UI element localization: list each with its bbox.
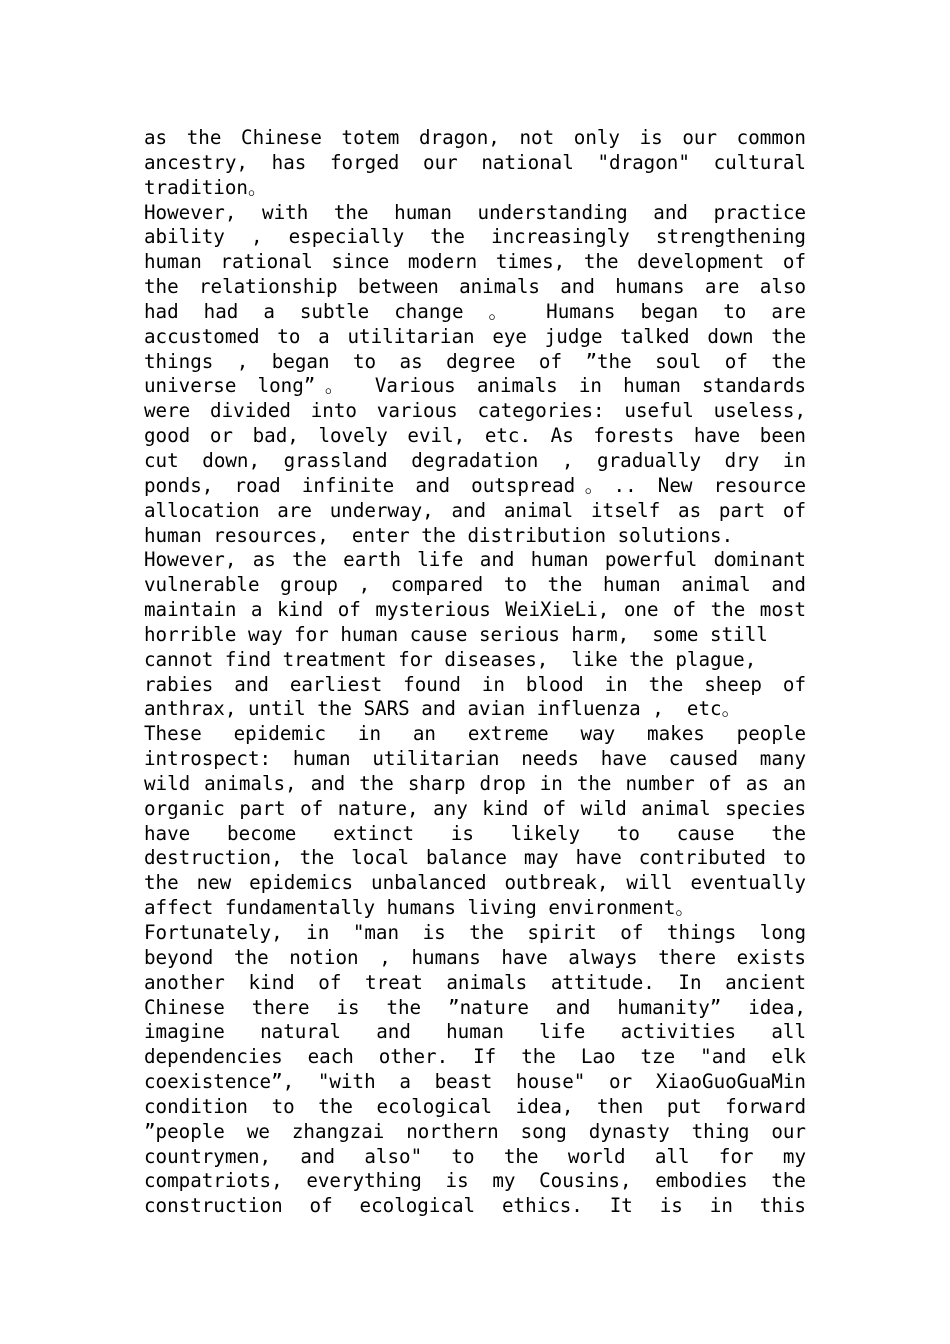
text-line: anthrax, until the SARS and avian influenza , etc。 <box>144 697 741 721</box>
text-line: the new epidemics unbalanced outbreak, will eventually <box>144 871 806 895</box>
text-line: tradition。 <box>144 175 268 199</box>
text-line: cannot find treatment for diseases, like the plague, <box>144 647 757 671</box>
text-line: allocation are underway, and animal itself as part of <box>144 498 806 522</box>
text-line: the relationship between animals and humans are also <box>144 275 806 299</box>
text-line: were divided into various categories: useful useless, <box>144 399 806 423</box>
text-line: vulnerable group , compared to the human animal and <box>144 573 806 597</box>
paragraph <box>144 921 806 1219</box>
text-line: imagine natural and human life activities all <box>144 1020 806 1044</box>
text-line: human rational since modern times, the development of <box>144 250 806 274</box>
text-line: accustomed to a utilitarian eye judge talked down the <box>144 324 806 348</box>
text-line: horrible way for human cause serious harm, some still <box>144 622 768 646</box>
text-line: organic part of nature, any kind of wild animal species <box>144 796 806 820</box>
text-line: condition to the ecological idea, then put forward <box>144 1094 806 1118</box>
text-line: dependencies each other. If the Lao tze "and elk <box>144 1045 806 1069</box>
text-line: had had a subtle change 。 Humans began to are <box>144 299 806 323</box>
text-line: beyond the notion , humans have always there exists <box>144 945 806 969</box>
text-line: introspect: human utilitarian needs have caused many <box>144 747 806 771</box>
text-line: as the Chinese totem dragon, not only is our common <box>144 126 806 149</box>
paragraph <box>144 126 806 201</box>
text-line: countrymen, and also" to the world all for my <box>144 1144 806 1168</box>
paragraph <box>144 548 806 921</box>
text-line: compatriots, everything is my Cousins, embodies the <box>144 1169 806 1193</box>
text-line: Fortunately, in "man is the spirit of things long <box>144 921 806 944</box>
text-line: cut down, grassland degradation , gradually dry in <box>144 448 806 472</box>
text-line: another kind of treat animals attitude. In ancient <box>144 970 806 994</box>
text-line: destruction, the local balance may have contributed to <box>144 846 806 870</box>
text-line: affect fundamentally humans living environment。 <box>144 896 695 920</box>
text-line: human resources, enter the distribution solutions. <box>144 523 734 547</box>
text-line: rabies and earliest found in blood in the sheep of <box>144 672 806 696</box>
text-line: things , began to as degree of ”the soul of the <box>144 349 806 373</box>
text-line: good or bad, lovely evil, etc. As forests have been <box>144 424 806 448</box>
text-line: construction of ecological ethics. It is in this <box>144 1194 806 1218</box>
text-line: These epidemic in an extreme way makes people <box>144 722 806 746</box>
text-line: ponds, road infinite and outspread。.. New resource <box>144 473 806 497</box>
text-line: ability , especially the increasingly strengthening <box>144 225 806 249</box>
text-line: coexistence”, "with a beast house" or XiaoGuoGuaMin <box>144 1070 806 1094</box>
document-page <box>144 126 806 1219</box>
text-line: ancestry, has forged our national "dragon" cultural <box>144 150 806 174</box>
text-line: Chinese there is the ”nature and humanity” idea, <box>144 995 806 1019</box>
text-line: maintain a kind of mysterious WeiXieLi, one of the most <box>144 598 806 622</box>
text-line: However, with the human understanding and practice <box>144 200 806 224</box>
text-line: universe long”。 Various animals in human standards <box>144 374 806 398</box>
text-line: However, as the earth life and human powerful dominant <box>144 548 806 572</box>
text-line: wild animals, and the sharp drop in the number of as an <box>144 771 806 795</box>
text-line: ”people we zhangzai northern song dynasty thing our <box>144 1119 806 1143</box>
paragraph <box>144 201 806 549</box>
text-line: have become extinct is likely to cause the <box>144 821 806 845</box>
